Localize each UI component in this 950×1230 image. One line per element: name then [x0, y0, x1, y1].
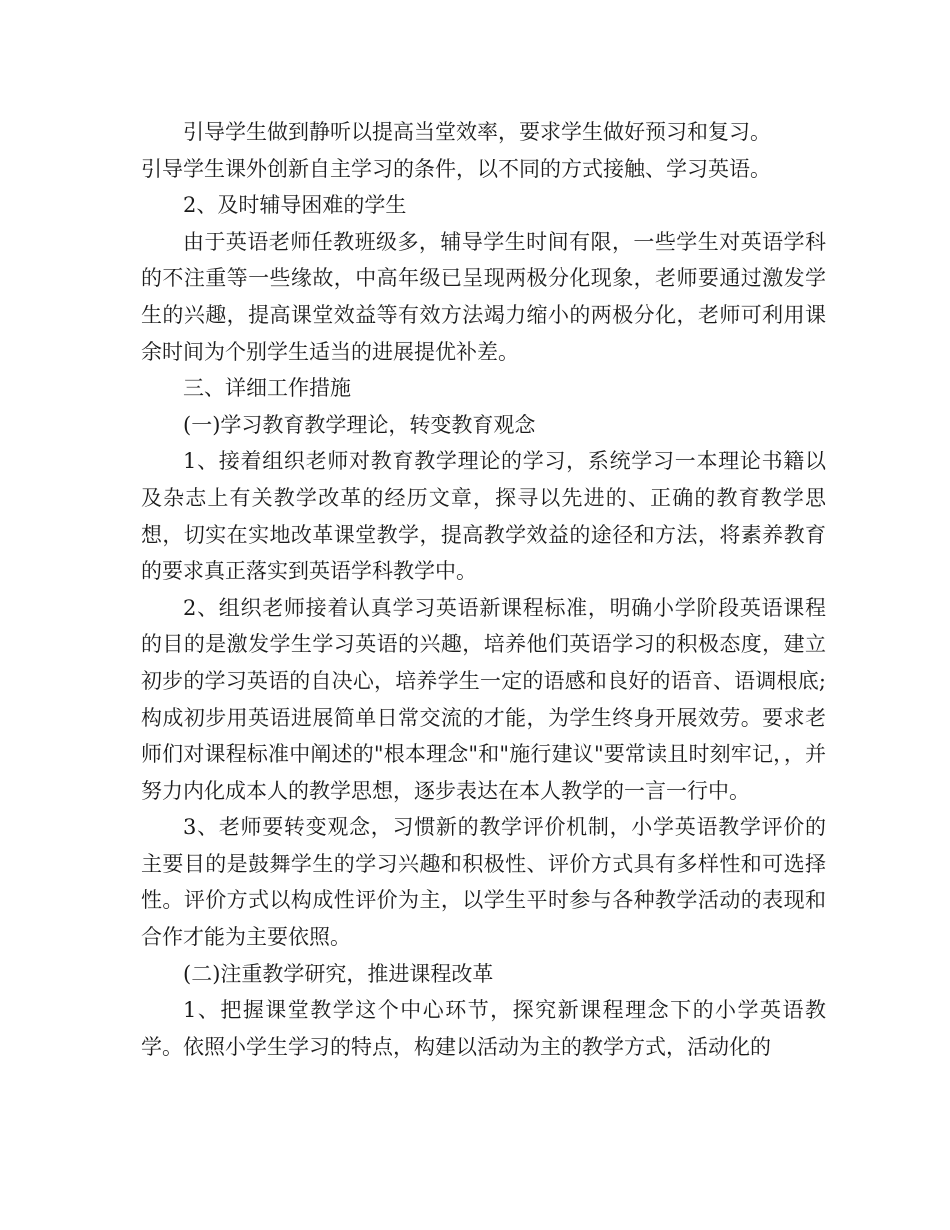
- paragraph-item-3: 3、老师要转变观念，习惯新的教学评价机制，小学英语教学评价的主要目的是鼓舞学生的学习兴趣和积极性、评价方式具有多样性和可选择性。评价方式以构成性评价为主，以学生平时参与各种教学活动的表现和合作才能为主要依照。: [141, 815, 826, 950]
- paragraph-item-2: 2、组织老师接着认真学习英语新课程标准，明确小学阶段英语课程的目的是激发学生学习英语的兴趣，培养他们英语学习的积极态度，建立初步的学习英语的自决心，培养学生一定的语感和良好的语音、语调根底;构成初步用英语进展简单日常交流的才能，为学生终身开展效劳。要求老师们对课程标准中阐述的"根本理念"和"施行建议"要常读且时刻牢记，，并努力内化成本人的教学思想，逐步表达在本人教学的一言一行中。: [141, 595, 826, 803]
- paragraph-3: 由于英语老师任教班级多，辅导学生时间有限，一些学生对英语学科的不注重等一些缘故，中高年级已呈现两极分化现象，老师要通过激发学生的兴趣，提高课堂效益等有效方法竭力缩小的两极分化，老师可利用课余时间为个别学生适当的进展提优补差。: [141, 229, 826, 364]
- subsection-heading-1: (一)学习教育教学理论，转变教育观念: [183, 412, 536, 437]
- paragraph-item-4: 1、把握课堂教学这个中心环节，探究新课程理念下的小学英语教学。依照小学生学习的特点，构建以活动为主的教学方式，活动化的: [141, 998, 826, 1059]
- paragraph-2: 引导学生课外创新自主学习的条件，以不同的方式接触、学习英语。: [141, 156, 771, 181]
- paragraph-1: 引导学生做到静听以提高当堂效率，要求学生做好预习和复习。: [183, 120, 771, 144]
- subsection-heading-2: (二)注重教学研究，推进课程改革: [183, 961, 494, 986]
- document-body: [141, 114, 826, 1065]
- paragraph-item-1: 1、接着组织老师对教育教学理论的学习，系统学习一本理论书籍以及杂志上有关教学改革的经历文章，探寻以先进的、正确的教育教学思想，切实在实地改革课堂教学，提高教学效益的途径和方法，将素养教育的要求真正落实到英语学科教学中。: [141, 449, 826, 584]
- subheading-2-tutor-students: 2、及时辅导困难的学生: [183, 193, 407, 218]
- section-heading-measures: 三、详细工作措施: [183, 376, 351, 401]
